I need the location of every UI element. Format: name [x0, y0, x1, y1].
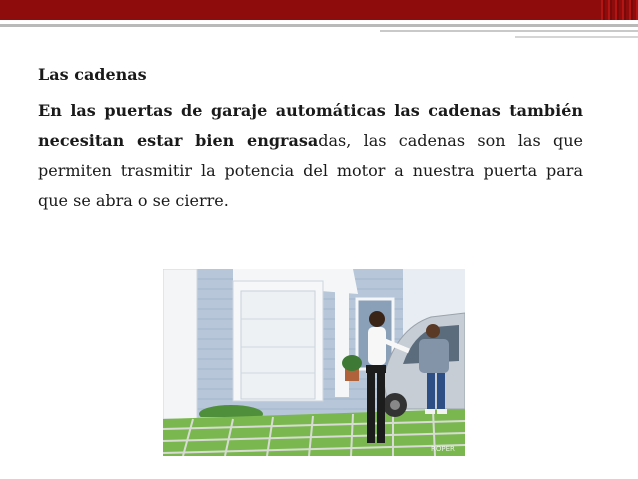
- garage-scene-illustration: [163, 269, 465, 456]
- paragraph-normal-part: das, las cadenas son las que permiten trasmitir la potencia del motor a nuestra puerta para que se abra o se cierre.: [38, 131, 584, 210]
- divider-line: [0, 24, 638, 27]
- paragraph-bold-part: En las puertas de garaje automáticas las cadenas también necesitan estar bien engrasa: [38, 101, 583, 150]
- top-bar-stripes: [598, 0, 638, 20]
- divider-line-shorter: [515, 36, 638, 38]
- slide-paragraph: [38, 96, 583, 216]
- photo-watermark: ROPER: [431, 445, 455, 453]
- top-decorative-bar: [0, 0, 638, 20]
- garage-door-photo: [163, 269, 465, 456]
- slide-heading: Las cadenas: [38, 65, 147, 84]
- divider-line-short: [380, 30, 638, 32]
- slide-body: [38, 62, 583, 216]
